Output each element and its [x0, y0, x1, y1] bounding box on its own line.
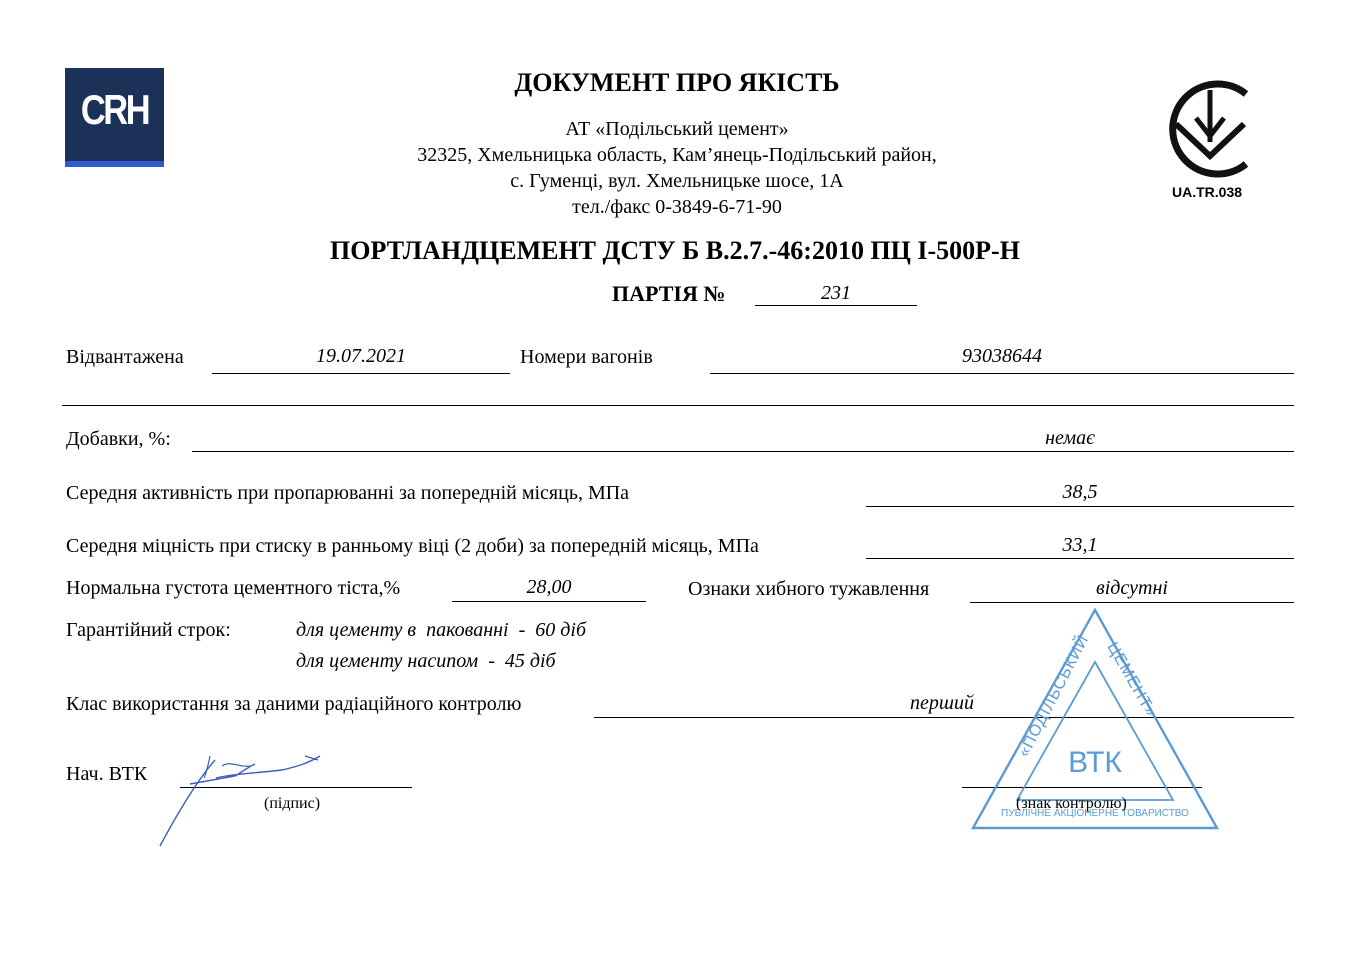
additives-line [192, 451, 1294, 452]
warranty-packed: для цементу в пакованні - 60 діб [296, 619, 587, 641]
additives-label: Добавки, %: [66, 428, 171, 450]
early-strength-label: Середня міцність при стиску в ранньому віці (2 доби) за попередній місяць, МПа [66, 535, 759, 557]
batch-number: 231 [821, 282, 851, 304]
steam-activity-label: Середня активність при пропарюванні за попередній місяць, МПа [66, 482, 630, 504]
warranty-label: Гарантійний строк: [66, 619, 231, 641]
density-label: Нормальна густота цементного тіста,% [66, 577, 401, 599]
steam-activity-line [866, 506, 1294, 507]
company-name: АТ «Подільський цемент» [565, 118, 789, 140]
svg-text:ЦЕМЕНТ»: ЦЕМЕНТ» [1103, 639, 1160, 721]
wagons-line [710, 373, 1294, 374]
wagon-numbers: 93038644 [962, 345, 1042, 367]
early-strength-value: 33,1 [1062, 534, 1098, 556]
company-address-line1: 32325, Хмельницька область, Кам’янець-Подільський район, [417, 144, 937, 166]
control-mark-caption: (знак контролю) [1016, 795, 1127, 812]
svg-text:«ПОДІЛЬСЬКИЙ: «ПОДІЛЬСЬКИЙ [1015, 632, 1093, 760]
company-address-line2: с. Гуменці, вул. Хмельницьке шосе, 1А [510, 170, 844, 192]
stamp-bottom-text: ПУБЛІЧНЕ АКЦІОНЕРНЕ ТОВАРИСТВО [1001, 808, 1189, 819]
company-logo [65, 68, 164, 167]
density-line [452, 601, 646, 602]
density-value: 28,00 [526, 576, 572, 598]
logo-underline [65, 161, 164, 167]
document-title: ДОКУМЕНТ ПРО ЯКІСТЬ [514, 68, 840, 97]
batch-label: ПАРТІЯ № [612, 281, 726, 306]
company-info [380, 116, 974, 220]
separator-line [62, 405, 1294, 406]
signature-caption: (підпис) [264, 795, 321, 812]
conformity-mark-code: UA.TR.038 [1172, 184, 1243, 200]
qc-head-label: Нач. ВТК [66, 763, 148, 785]
steam-activity-value: 38,5 [1062, 481, 1098, 503]
additives-value: немає [1045, 427, 1095, 449]
conformity-mark [1158, 72, 1258, 202]
product-title: ПОРТЛАНДЦЕМЕНТ ДСТУ Б В.2.7.-46:2010 ПЦ І-500Р-Н [330, 236, 1020, 265]
shipped-label: Відвантажена [66, 346, 184, 368]
false-set-value: відсутні [1096, 577, 1168, 599]
warranty-bulk: для цементу насипом - 45 діб [296, 650, 556, 672]
shipped-date: 19.07.2021 [316, 345, 406, 367]
shipped-date-line [212, 373, 510, 374]
wagons-label: Номери вагонів [520, 346, 653, 368]
conformity-mark-icon [1158, 72, 1258, 202]
logo-text: CRH [80, 86, 149, 133]
false-set-label: Ознаки хибного тужавлення [688, 578, 930, 600]
early-strength-line [866, 558, 1294, 559]
batch-line [755, 305, 917, 306]
radiation-class-value: перший [910, 692, 974, 714]
company-phone: тел./факс 0-3849-6-71-90 [572, 196, 782, 218]
radiation-class-label: Клас використання за даними радіаційного контролю [66, 693, 522, 715]
stamp-center-text: ВТК [1068, 746, 1122, 779]
